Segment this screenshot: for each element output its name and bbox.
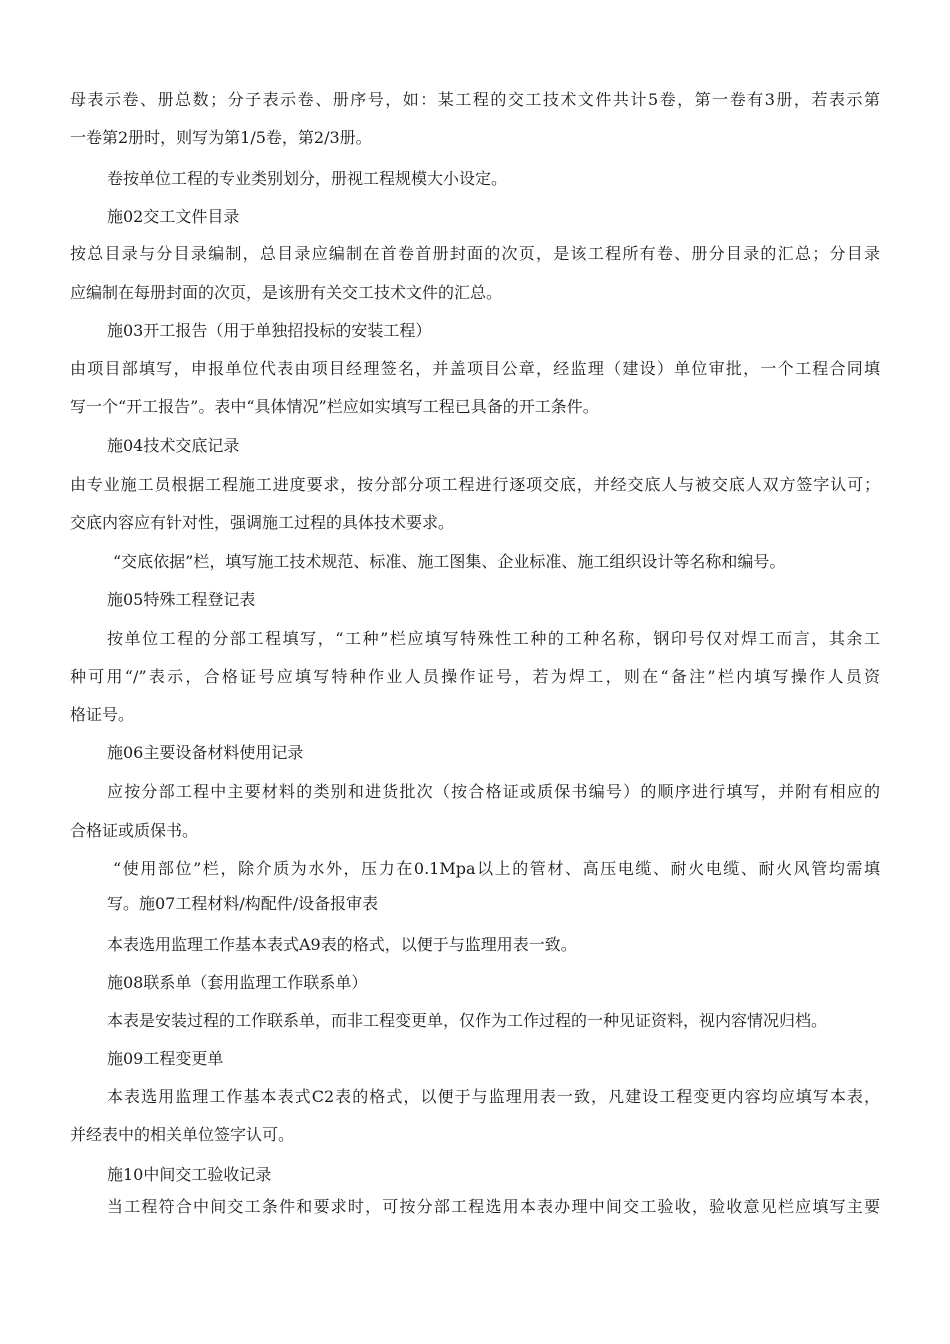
text-line: 由项目部填写，申报单位代表由项目经理签名，并盖项目公章，经监理（建设）单位审批，一个工程合同填 [70,359,880,378]
text-line: 按总目录与分目录编制，总目录应编制在首卷首册封面的次页，是该工程所有卷、册分目录的汇总；分目录 [70,244,880,263]
section-heading: 施10中间交工验收记录 [107,1165,272,1184]
text-line: “交底依据”栏，填写施工技术规范、标准、施工图集、企业标准、施工组织设计等名称和编号。 [113,552,786,571]
text-line: 交底内容应有针对性，强调施工过程的具体技术要求。 [70,513,455,532]
section-heading: 施03开工报告（用于单独招投标的安装工程） [107,321,432,340]
text-line: 种可用“/”表示，合格证号应填写特种作业人员操作证号，若为焊工，则在“备注”栏内填写操作人员资 [70,667,880,686]
section-heading: 施08联系单（套用监理工作联系单） [107,973,368,992]
section-heading: 施05特殊工程登记表 [107,590,256,609]
text-line: 本表选用监理工作基本表式C2表的格式，以便于与监理用表一致，凡建设工程变更内容均应填写本表， [107,1087,880,1106]
text-line: 写。施07工程材料/构配件/设备报审表 [107,894,379,913]
text-line: 一卷第2册时，则写为第1/5卷，第2/3册。 [70,128,372,147]
text-line: 格证号。 [70,705,135,724]
text-line: 卷按单位工程的专业类别划分，册视工程规模大小设定。 [107,169,508,188]
text-line: 合格证或质保书。 [70,821,199,840]
text-line: 母表示卷、册总数；分子表示卷、册序号，如：某工程的交工技术文件共计5卷，第一卷有3册，若表示第 [70,90,880,109]
section-heading: 施02交工文件目录 [107,207,240,226]
text-line: 并经表中的相关单位签字认可。 [70,1125,295,1144]
text-line: 本表选用监理工作基本表式A9表的格式，以便于与监理用表一致。 [107,935,577,954]
text-line: 本表是安装过程的工作联系单，而非工程变更单，仅作为工作过程的一种见证资料，视内容情况归档。 [107,1011,828,1030]
section-heading: 施09工程变更单 [107,1049,224,1068]
text-line: 当工程符合中间交工条件和要求时，可按分部工程选用本表办理中间交工验收，验收意见栏应填写主要 [107,1197,880,1216]
text-line: 由专业施工员根据工程施工进度要求，按分部分项工程进行逐项交底，并经交底人与被交底人双方签字认可； [70,475,880,494]
text-line: 应按分部工程中主要材料的类别和进货批次（按合格证或质保书编号）的顺序进行填写，并附有相应的 [107,782,880,801]
text-line: 应编制在每册封面的次页，是该册有关交工技术文件的汇总。 [70,283,503,302]
section-heading: 施04技术交底记录 [107,436,240,455]
text-line: 按单位工程的分部工程填写，“工种”栏应填写特殊性工种的工种名称，钢印号仅对焊工而言，其余工 [107,629,880,648]
section-heading: 施06主要设备材料使用记录 [107,743,304,762]
text-line: 写一个“开工报告”。表中“具体情况”栏应如实填写工程已具备的开工条件。 [70,397,599,416]
text-line: “使用部位”栏，除介质为水外，压力在0.1Mpa以上的管材、高压电缆、耐火电缆、耐火风管均需填 [113,859,880,878]
